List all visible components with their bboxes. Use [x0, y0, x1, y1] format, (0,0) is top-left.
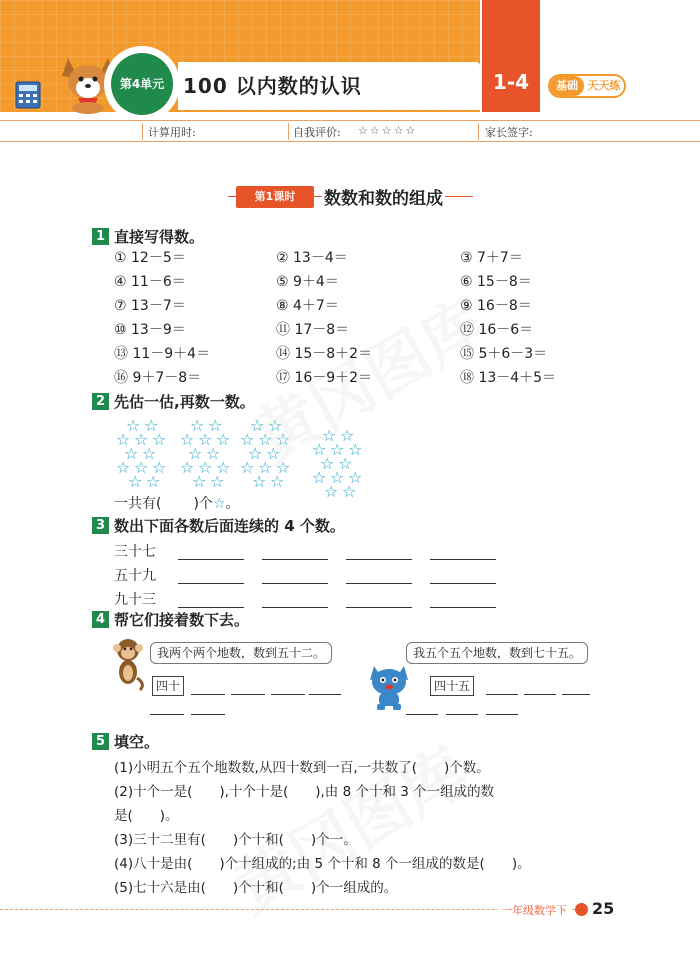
monkey-speech-bubble: 我两个两个地数，数到五十二。 — [150, 642, 332, 664]
answer-blank[interactable] — [178, 559, 244, 560]
answer-blank[interactable] — [262, 583, 328, 584]
unit-label: 第4单元 — [119, 77, 165, 91]
question-2-answer — [114, 493, 240, 513]
exercise-code: 1-4 — [492, 70, 530, 94]
answer-blank[interactable] — [231, 694, 265, 695]
divider — [142, 123, 143, 140]
answer-blank[interactable] — [178, 583, 244, 584]
star-icon: ☆ — [268, 416, 283, 435]
cat-speech-bubble: 我五个五个地数，数到七十五。 — [406, 642, 588, 664]
question-4-title: 帮它们接着数下去。 — [114, 611, 250, 629]
cat-icon — [366, 660, 412, 712]
unit-title: 100 以内数的认识 — [183, 74, 362, 98]
answer-blank[interactable] — [271, 694, 305, 695]
divider — [478, 123, 479, 140]
calculator-icon — [14, 80, 48, 110]
star-icon: ☆ — [210, 472, 225, 491]
star-icon: ☆ — [192, 472, 207, 491]
answer-blank[interactable] — [346, 559, 412, 560]
star-icon: ☆ — [324, 482, 339, 501]
star-icon: ☆ — [128, 472, 143, 491]
answer-blank[interactable] — [446, 714, 478, 715]
star-icon: ☆ — [276, 458, 291, 477]
star-icon: ☆ — [270, 472, 285, 491]
fill-blank-line: (1)小明五个五个地数数,从四十数到一百,一共数了( )个数。 — [114, 760, 490, 776]
star-icon: ☆ — [116, 458, 131, 477]
star-icon: ☆ — [348, 468, 363, 487]
answer-blank[interactable] — [406, 714, 438, 715]
star-icon: ☆ — [116, 430, 131, 449]
calc-time-label: 计算用时: — [148, 126, 196, 139]
calc-item: ⑦ 13－7＝ — [114, 298, 186, 314]
star-icon: ☆ — [240, 430, 255, 449]
calc-item: ⑬ 11－9＋4＝ — [114, 346, 211, 362]
answer-blank[interactable] — [309, 694, 341, 695]
star-icon: ☆ — [190, 416, 205, 435]
calc-item: ⑯ 9＋7－8＝ — [114, 370, 202, 386]
exercise-code-box — [482, 0, 540, 112]
self-eval-stars[interactable]: ☆☆☆☆☆ — [358, 124, 418, 137]
badge-daily: 天天练 — [587, 79, 621, 92]
star-icon: ☆ — [142, 444, 157, 463]
star-icon: ☆ — [212, 496, 226, 512]
star-icon: ☆ — [312, 468, 327, 487]
question-1-number: 1 — [92, 228, 109, 245]
self-eval-label: 自我评价: — [293, 126, 341, 139]
star-icon: ☆ — [322, 426, 337, 445]
calc-item: ② 13－4＝ — [276, 250, 348, 266]
question-3-title: 数出下面各数后面连续的 4 个数。 — [114, 517, 345, 535]
header — [0, 0, 700, 112]
star-icon: ☆ — [258, 430, 273, 449]
star-icon: ☆ — [338, 454, 353, 473]
question-5-number: 5 — [92, 733, 109, 750]
calc-item: ⑭ 15－8＋2＝ — [276, 346, 373, 362]
answer-blank[interactable] — [430, 559, 496, 560]
star-icon: ☆ — [124, 444, 139, 463]
calc-item: ⑨ 16－8＝ — [460, 298, 532, 314]
question-5-title: 填空。 — [114, 733, 160, 751]
star-icon: ☆ — [348, 440, 363, 459]
star-icon: ☆ — [198, 458, 213, 477]
answer-suffix: )个 — [193, 496, 213, 512]
star-icon: ☆ — [126, 416, 141, 435]
star-icon: ☆ — [250, 416, 265, 435]
fill-blank-line: (5)七十六是由( )个十和( )个一组成的。 — [114, 880, 398, 896]
star-icon: ☆ — [134, 430, 149, 449]
parent-sign-label: 家长签字: — [485, 126, 533, 139]
fill-blank-line: (4)八十是由( )个十组成的;由 5 个十和 8 个一组成的数是( )。 — [114, 856, 531, 872]
calc-item: ⑮ 5＋6－3＝ — [460, 346, 548, 362]
star-icon: ☆ — [252, 472, 267, 491]
answer-blank[interactable] — [486, 714, 518, 715]
answer-blank[interactable] — [262, 607, 328, 608]
answer-blank[interactable] — [486, 694, 518, 695]
star-icon: ☆ — [248, 444, 263, 463]
number-label: 三十七 — [114, 544, 156, 560]
star-icon: ☆ — [180, 458, 195, 477]
star-icon: ☆ — [152, 430, 167, 449]
star-icon: ☆ — [342, 482, 357, 501]
answer-blank[interactable] — [262, 559, 328, 560]
star-icon: ☆ — [266, 444, 281, 463]
calc-item: ⑩ 13－9＝ — [114, 322, 186, 338]
page-number: 25 — [592, 899, 615, 918]
calc-item: ⑧ 4＋7＝ — [276, 298, 339, 314]
answer-blank[interactable] — [178, 607, 244, 608]
calc-item: ⑱ 13－4＋5＝ — [460, 370, 557, 386]
star-icon: ☆ — [216, 458, 231, 477]
answer-blank[interactable] — [430, 607, 496, 608]
star-icon: ☆ — [180, 430, 195, 449]
star-icon: ☆ — [134, 458, 149, 477]
cat-start-box: 四十五 — [430, 676, 474, 696]
star-icon: ☆ — [188, 444, 203, 463]
star-icon: ☆ — [258, 458, 273, 477]
star-icon: ☆ — [208, 416, 223, 435]
answer-blank[interactable] — [191, 714, 225, 715]
monkey-icon — [108, 636, 148, 692]
lesson-title: 数数和数的组成 — [322, 184, 445, 209]
answer-blank[interactable] — [346, 607, 412, 608]
star-icon: ☆ — [144, 416, 159, 435]
calc-item: ⑰ 16－9＋2＝ — [276, 370, 373, 386]
answer-blank[interactable] — [562, 694, 590, 695]
question-2-number: 2 — [92, 393, 109, 410]
footer-text: 一年级数学下 — [498, 902, 570, 918]
badge-basic: 基础 — [550, 76, 584, 96]
star-icon: ☆ — [312, 440, 327, 459]
star-icon: ☆ — [240, 458, 255, 477]
answer-blank[interactable] — [524, 694, 556, 695]
lesson-tag: 第1课时 — [236, 186, 314, 208]
footer-rule — [0, 909, 580, 910]
number-label: 九十三 — [114, 592, 156, 608]
calc-item: ③ 7＋7＝ — [460, 250, 523, 266]
question-3-number: 3 — [92, 517, 109, 534]
fill-blank-line: (2)十个一是( ),十个十是( ),由 8 个十和 3 个一组成的数 — [114, 784, 495, 800]
calc-item: ⑤ 9＋4＝ — [276, 274, 339, 290]
star-icon: ☆ — [216, 430, 231, 449]
star-icon: ☆ — [340, 426, 355, 445]
fill-blank-line: (3)三十二里有( )个十和( )个一。 — [114, 832, 357, 848]
star-icon: ☆ — [276, 430, 291, 449]
answer-blank[interactable] — [191, 694, 225, 695]
star-icon: ☆ — [146, 472, 161, 491]
question-1-title: 直接写得数。 — [114, 228, 205, 246]
calc-item: ⑫ 16－6＝ — [460, 322, 534, 338]
answer-blank[interactable] — [150, 714, 184, 715]
answer-blank[interactable] — [346, 583, 412, 584]
answer-end: 。 — [225, 496, 240, 512]
answer-prefix: 一共有( — [114, 496, 162, 512]
divider — [288, 123, 289, 140]
star-icon: ☆ — [330, 468, 345, 487]
footer-dot-icon — [575, 903, 588, 916]
star-icon: ☆ — [152, 458, 167, 477]
question-2-title: 先估一估,再数一数。 — [114, 393, 255, 411]
info-row — [0, 120, 700, 142]
calc-item: ④ 11－6＝ — [114, 274, 186, 290]
star-icon: ☆ — [330, 440, 345, 459]
monkey-start-box: 四十 — [152, 676, 184, 696]
star-icon: ☆ — [206, 444, 221, 463]
watermark-2 — [214, 722, 482, 930]
calc-item: ⑪ 17－8＝ — [276, 322, 350, 338]
calc-item: ⑥ 15－8＝ — [460, 274, 532, 290]
calc-item: ① 12－5＝ — [114, 250, 186, 266]
question-4-number: 4 — [92, 611, 109, 628]
star-icon: ☆ — [198, 430, 213, 449]
fill-blank-line: 是( )。 — [114, 808, 179, 824]
number-label: 五十九 — [114, 568, 156, 584]
star-icon: ☆ — [320, 454, 335, 473]
answer-blank[interactable] — [430, 583, 496, 584]
